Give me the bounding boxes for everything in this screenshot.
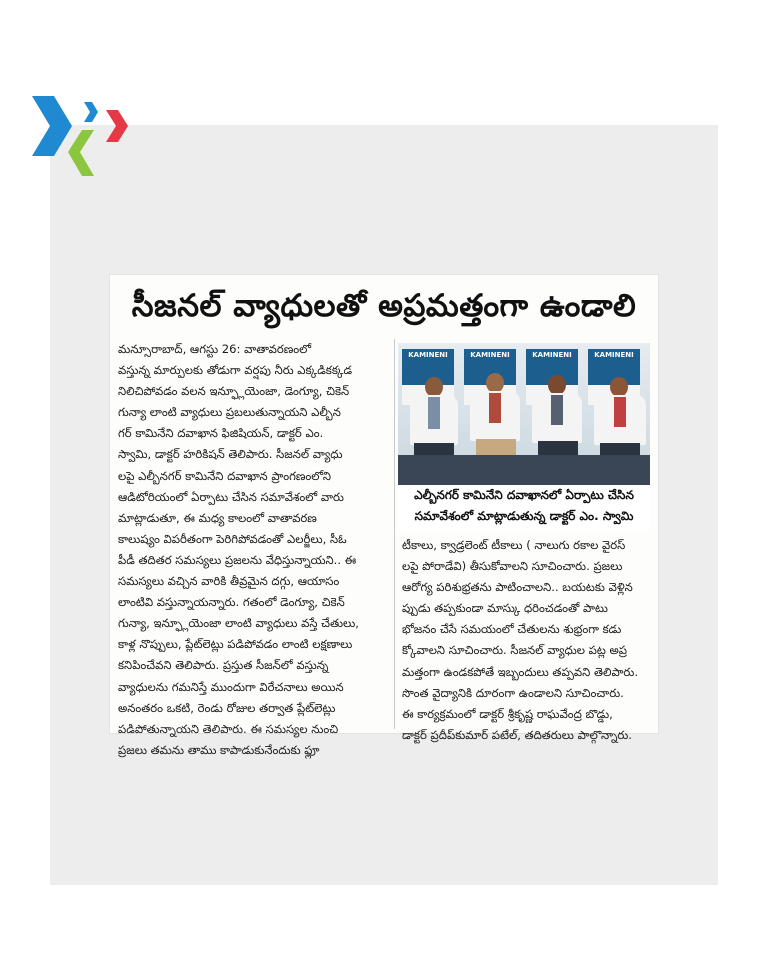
- photo-caption: [398, 485, 650, 531]
- text-line: మాట్లాడుతూ, ఈ మధ్య కాలంలో వాతావరణ: [118, 510, 317, 525]
- text-line: భోజనం చేసే సమయంలో చేతులను శుభ్రంగా కడు: [402, 622, 622, 637]
- text-line: స్వామి, డాక్టర్ హరికిషన్ తెలిపారు. సీజనల్ వ్యాధు: [118, 447, 343, 462]
- text-line: ఆరోగ్య పరిశుభ్రతను పాటించాలని.. బయటకు వెళ్లిన: [402, 580, 633, 595]
- text-line: ఈ కార్యక్రమంలో డాక్టర్ శ్రీకృష్ణ రాఘవేంద్ర బొడ్డు,: [402, 706, 613, 721]
- photo-banner: KAMINENI: [464, 349, 516, 385]
- text-line: ప్రజలు తమను తాము కాపాడుకునేందుకు ఫ్లూ: [118, 742, 320, 757]
- text-line: వ్యాధులను గమనిస్తే ముందుగా విరేచనాలు అయిన: [118, 679, 344, 694]
- article-photo: [398, 343, 650, 485]
- text-line: నిలిచిపోవడం వలన ఇన్ఫ్లూయెంజా, డెంగ్యూ, చికెన్: [118, 384, 350, 399]
- brand-logo-icon: [28, 92, 128, 182]
- text-line: కాళ్ల నొప్పులు, ప్లేట్‌లెట్లు పడిపోవడం లాంటి లక్షణాలు: [118, 637, 353, 652]
- text-line: కాలుష్యం విపరీతంగా పెరిగిపోవడంతో ఎలర్జీలు, సీఓ: [118, 531, 347, 546]
- photo-banner: KAMINENI: [588, 349, 640, 385]
- text-line: గర్ కామినేని దవాఖాన ఫిజిషియన్, డాక్టర్ ఎం.: [118, 426, 324, 441]
- text-line: గున్యా లాంటి వ్యాధులు ప్రబలుతున్నాయని ఎల్బీన: [118, 405, 341, 420]
- article-right-column: [402, 535, 654, 742]
- article-headline: సీజనల్ వ్యాధులతో అప్రమత్తంగా ఉండాలి: [131, 288, 637, 324]
- text-line: ఆడిటోరియంలో ఏర్పాటు చేసిన సమావేశంలో వారు: [118, 489, 344, 504]
- text-line: మత్తంగా ఉండకపోతే ఇబ్బందులు తప్పవని తెలిపారు.: [402, 664, 639, 679]
- newspaper-clipping: [110, 275, 658, 757]
- text-line: వస్తున్న మార్పులకు తోడుగా వర్షపు నీరు ఎక్కడికక్కడ: [118, 363, 353, 378]
- text-line: లాంటివి వస్తున్నాయన్నారు. గతంలో డెంగ్యూ, చికెన్: [118, 595, 345, 610]
- text-line: క్కోవాలని సూచించారు. సీజనల్ వ్యాధుల పట్ల అప్ర: [402, 643, 628, 658]
- caption-line: సమావేశంలో మాట్లాడుతున్న డాక్టర్ ఎం. స్వామి: [414, 509, 634, 523]
- article-left-column: [118, 339, 388, 757]
- text-line: డాక్టర్ ప్రదీప్‌కుమార్ పటేల్, తదితరులు పాల్గొన్నారు.: [402, 727, 632, 742]
- text-line: పీడీ తదితర సమస్యలు ప్రజలను వేధిస్తున్నాయని.. ఈ: [118, 552, 357, 567]
- text-line: టీకాలు, క్వాడ్రలెంట్ టీకాలు ( నాలుగు రకాల వైరస్: [402, 538, 626, 552]
- text-line: మన్సూరాబాద్, ఆగస్టు 26: వాతావరణంలో: [118, 342, 312, 356]
- text-line: అనంతరం ఒకటి, రెండు రోజుల తర్వాత ప్లేట్‌లెట్లు: [118, 700, 336, 715]
- photo-banner: KAMINENI: [402, 349, 454, 385]
- caption-line: ఎల్బీనగర్ కామినేని దవాఖానలో ఏర్పాటు చేసిన: [414, 488, 634, 502]
- text-line: లపై పోరాడేవి) తీసుకోవాలని సూచించారు. ప్రజలు: [402, 559, 623, 574]
- text-line: గున్యా, ఇన్ఫ్లూయెంజా లాంటి వ్యాధులు వస్తే చేతులు,: [118, 616, 359, 631]
- photo-banner: KAMINENI: [526, 349, 578, 385]
- text-line: పడిపోతున్నాయని తెలిపారు. ఈ సమస్యల నుంచి: [118, 721, 339, 736]
- text-line: సొంత వైద్యానికి దూరంగా ఉండాలని సూచించారు.: [402, 685, 624, 700]
- photo-table: [398, 455, 650, 485]
- text-line: కనిపించేవని తెలిపారు. ప్రస్తుత సీజన్‌లో వస్తున్న: [118, 658, 329, 673]
- text-line: లపై ఎల్బీనగర్ కామినేని దవాఖాన ప్రాంగణంలోని: [118, 468, 332, 483]
- text-line: ప్పుడు తప్పకుండా మాస్కు ధరించడంతో పాటు: [402, 601, 608, 616]
- text-line: సమస్యలు వచ్చిన వారికి తీవ్రమైన దగ్గు, ఆయాసం: [118, 574, 340, 589]
- column-divider: [394, 339, 395, 729]
